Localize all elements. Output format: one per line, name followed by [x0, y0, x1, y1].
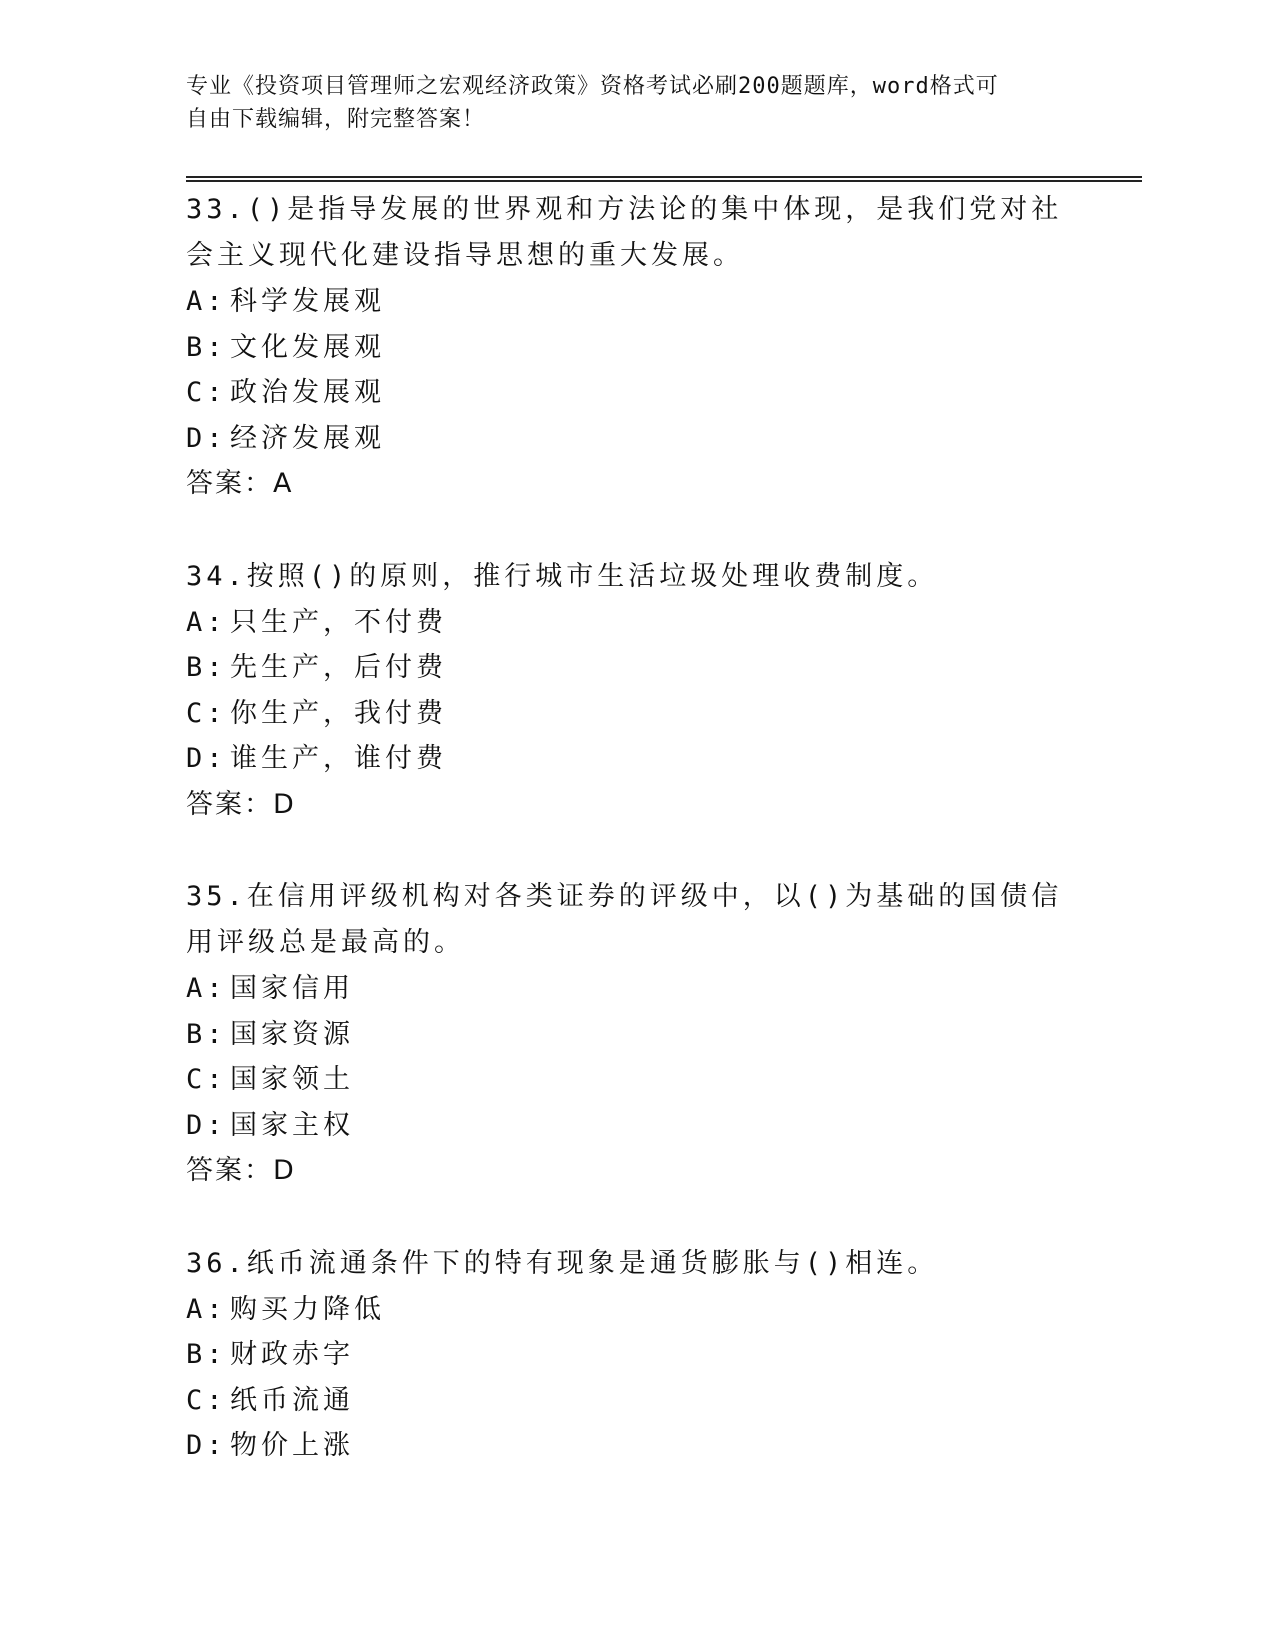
option-key: D:	[186, 422, 227, 454]
option-key: D:	[186, 1109, 227, 1141]
option-key: B:	[186, 652, 227, 683]
option-a	[186, 279, 1086, 325]
option-key: A:	[186, 1293, 227, 1325]
option-d	[186, 416, 1086, 462]
question-35	[186, 874, 1086, 1194]
option-key: A:	[186, 286, 227, 317]
option-text: 科学发展观	[230, 286, 385, 317]
option-text: 国家主权	[230, 1109, 354, 1141]
option-text: 国家资源	[230, 1018, 354, 1050]
question-36	[186, 1241, 1086, 1469]
option-a	[186, 600, 1086, 646]
option-c	[186, 370, 1086, 416]
option-text: 财政赤字	[230, 1339, 354, 1370]
question-33	[186, 187, 1086, 507]
header-line-1: 专业《投资项目管理师之宏观经济政策》资格考试必刷200题题库，word格式可	[186, 74, 999, 99]
option-text: 购买力降低	[230, 1293, 385, 1325]
option-key: C:	[186, 1384, 227, 1416]
question-stem: 35.在信用评级机构对各类证券的评级中，以()为基础的国债信用评级总是最高的。	[186, 881, 1063, 958]
option-text: 文化发展观	[230, 331, 385, 363]
document-header	[186, 70, 1086, 136]
question-stem: 33.()是指导发展的世界观和方法论的集中体现，是我们党对社会主义现代化建设指导思想的重大发展。	[186, 194, 1063, 271]
option-key: C:	[186, 1064, 227, 1095]
option-text: 政治发展观	[230, 377, 385, 408]
option-b	[186, 325, 1086, 371]
answer-line: 答案：D	[186, 1155, 296, 1186]
option-d	[186, 1103, 1086, 1149]
option-d	[186, 1423, 1086, 1469]
question-stem: 34.按照()的原则，推行城市生活垃圾处理收费制度。	[186, 560, 939, 592]
option-key: D:	[186, 743, 227, 774]
option-text: 物价上涨	[230, 1430, 354, 1461]
answer-line: 答案：A	[186, 468, 294, 499]
header-line-2: 自由下载编辑，附完整答案！	[186, 107, 486, 132]
option-d	[186, 736, 1086, 782]
option-key: B:	[186, 1018, 227, 1050]
option-text: 先生产，后付费	[230, 652, 447, 683]
option-key: B:	[186, 331, 227, 363]
option-key: B:	[186, 1339, 227, 1370]
option-key: A:	[186, 973, 227, 1004]
question-stem: 36.纸币流通条件下的特有现象是通货膨胀与()相连。	[186, 1247, 939, 1279]
option-a	[186, 1287, 1086, 1333]
option-key: C:	[186, 377, 227, 408]
option-text: 国家领土	[230, 1064, 354, 1095]
option-a	[186, 966, 1086, 1012]
option-key: D:	[186, 1430, 227, 1461]
option-c	[186, 691, 1086, 737]
option-c	[186, 1378, 1086, 1424]
option-b	[186, 645, 1086, 691]
answer-line: 答案：D	[186, 788, 296, 820]
option-text: 国家信用	[230, 973, 354, 1004]
option-key: A:	[186, 606, 227, 638]
option-text: 只生产，不付费	[230, 606, 447, 638]
option-text: 谁生产，谁付费	[230, 743, 447, 774]
option-text: 纸币流通	[230, 1384, 354, 1416]
option-b	[186, 1012, 1086, 1058]
option-key: C:	[186, 697, 227, 729]
option-c	[186, 1057, 1086, 1103]
question-list	[186, 187, 1086, 1516]
option-text: 你生产，我付费	[230, 697, 447, 729]
question-34	[186, 554, 1086, 828]
option-text: 经济发展观	[230, 422, 385, 454]
header-divider	[186, 176, 1142, 182]
option-b	[186, 1332, 1086, 1378]
